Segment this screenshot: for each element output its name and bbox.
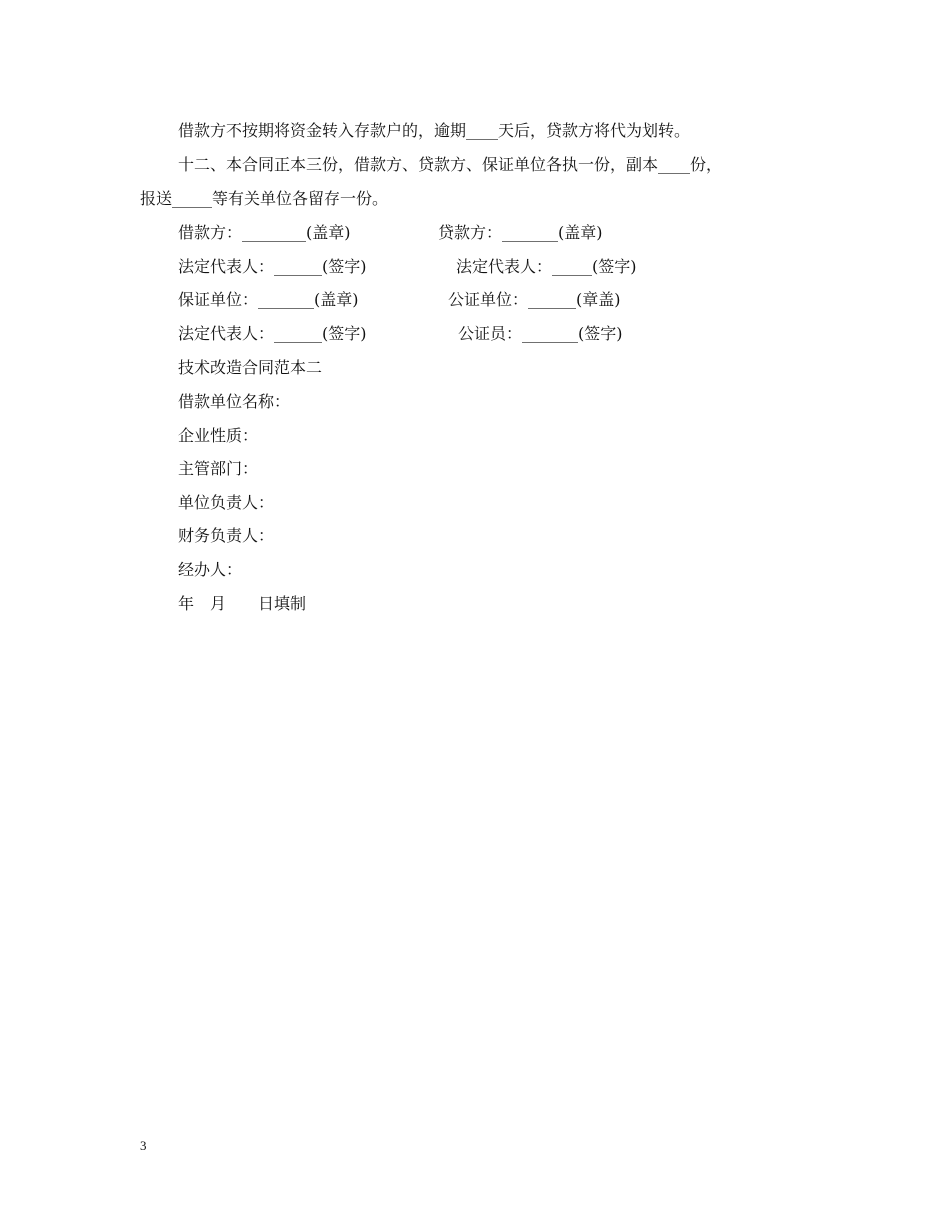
paragraph-transfer: 借款方不按期将资金转入存款户的，逾期____天后，贷款方将代为划转。 — [178, 121, 691, 140]
signature-borrower-rep: 法定代表人：______(签字) — [178, 257, 367, 276]
form-title: 技术改造合同范本二 — [178, 358, 323, 377]
paragraph-copies-line1: 十二、本合同正本三份，借款方、贷款方、保证单位各执一份，副本____份， — [178, 155, 723, 174]
paragraph-copies-line2: 报送_____等有关单位各留存一份。 — [140, 189, 389, 208]
field-competent-department: 主管部门： — [178, 459, 259, 478]
field-date-filled: 年 月 日填制 — [178, 594, 307, 613]
field-enterprise-nature: 企业性质： — [178, 426, 259, 445]
field-finance-head: 财务负责人： — [178, 526, 275, 545]
field-borrower-unit-name: 借款单位名称： — [178, 392, 291, 411]
signature-notary: 公证员：_______(签字) — [458, 324, 623, 343]
field-handler: 经办人： — [178, 560, 243, 579]
signature-lender: 贷款方：_______(盖章) — [438, 223, 603, 242]
signature-guarantor: 保证单位：_______(盖章) — [178, 290, 359, 309]
signature-guarantor-rep: 法定代表人：______(签字) — [178, 324, 367, 343]
signature-notary-unit: 公证单位：______(章盖) — [448, 290, 621, 309]
field-unit-head: 单位负责人： — [178, 493, 275, 512]
signature-lender-rep: 法定代表人：_____(签字) — [456, 257, 637, 276]
page-number: 3 — [140, 1138, 147, 1153]
signature-borrower: 借款方：________(盖章) — [178, 223, 351, 242]
